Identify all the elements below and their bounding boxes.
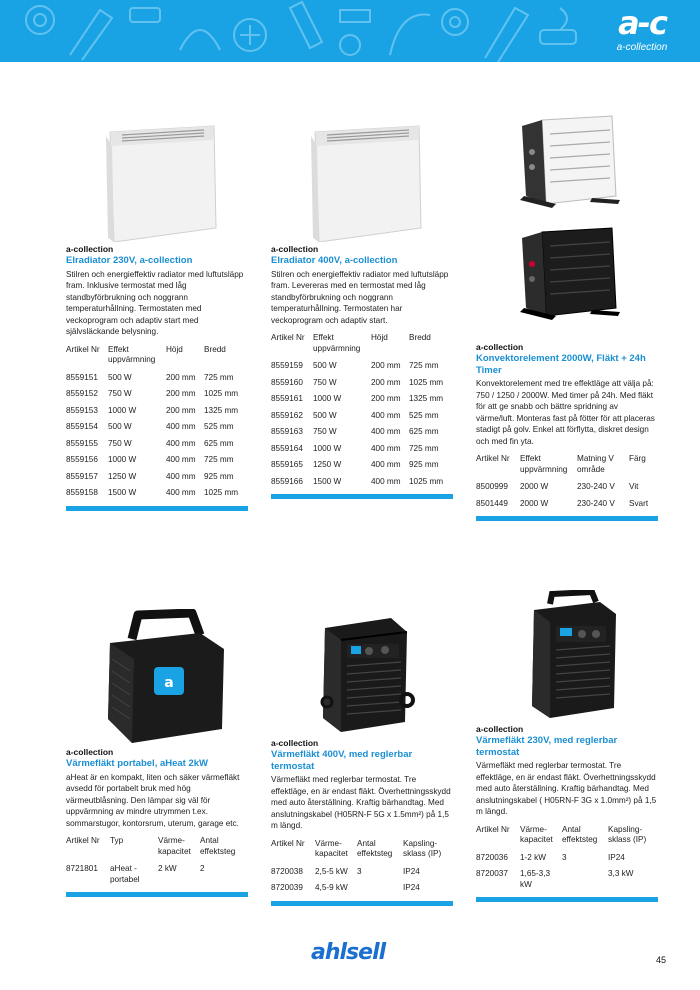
table-cell: 1500 W [313,476,342,486]
heater-400v-icon [307,602,417,736]
column-header: Artikel Nr [476,454,510,463]
table-cell: 500 W [313,361,337,370]
table-cell: 400 mm [166,438,196,448]
product-elradiator-230v [66,112,248,511]
table-cell: 2000 W [520,498,549,508]
table-cell: 400 mm [371,443,401,453]
product-varmeflakt-230v [476,588,658,902]
product-brand: a-collection [271,738,319,748]
heater-aheat-image [66,605,248,745]
panel-radiator-image [271,112,453,242]
table-cell: 8559152 [66,389,98,398]
product-brand: a-collection [271,244,319,254]
table-cell: 400 mm [371,410,401,420]
table-cell: 400 mm [166,455,196,464]
column-header: Antal effektsteg [562,824,598,844]
product-title: Värmefläkt portabel, aHeat 2kW [66,758,209,769]
table-cell: 1250 W [313,460,342,469]
table-cell: 1025 mm [204,488,239,497]
table-header-row [271,333,453,358]
product-title: Elradiator 400V, a-collection [271,255,398,266]
table-cell: 8559161 [271,394,303,403]
product-brand: a-collection [476,724,524,734]
table-cell: 8559162 [271,410,303,420]
column-header: Effekt uppvärmning [313,333,361,353]
section-divider-bar [271,901,453,906]
table-row [271,358,453,375]
panel-radiator-icon [92,118,222,242]
table-row [271,408,453,425]
table-cell: 8559163 [271,427,303,436]
product-description: aHeat är en kompakt, liten och säker värmefläkt avsedd för portabelt bruk med hög värmeutblåsning. Den lämpar sig väl för uppvärmning av mindre utrymmen t.ex. sommarstugor, kontorsrum, uterum, garage etc. [66,772,240,828]
a-collection-logo [602,4,682,58]
spec-table [271,333,453,490]
table-cell: 1025 mm [409,377,444,387]
table-cell: 725 mm [204,372,234,382]
heater-aheat-icon [82,609,232,745]
table-cell: 400 mm [166,488,196,497]
column-header: Färg [629,454,646,463]
product-title: Värmefläkt 400V, med reglerbar termostat [271,749,413,772]
table-cell: 8559155 [66,438,98,448]
table-cell: 3 [357,866,362,876]
logo-mark: a-c [618,4,666,42]
spec-table [271,839,453,897]
table-cell: 725 mm [204,455,234,464]
column-header: Antal effektsteg [357,838,393,858]
table-row [271,375,453,392]
table-cell: 925 mm [409,460,439,469]
heater-230v-icon [512,590,622,722]
table-cell: 200 mm [371,377,401,387]
table-cell: 200 mm [371,394,401,403]
product-varmeflakt-aheat [66,605,248,897]
table-cell: 1325 mm [409,394,444,403]
product-description: Konvektorelement med tre effektläge att välja på: 750 / 1250 / 2000W. Med timer på 24h. Med fläkt för att ge snabb och bättre spridning av värme/luft. Monteras fast på fötter för att placeras stadigt på golv. Enkel att förflytta, diskret design och med fin yta. [476,379,655,446]
table-cell: IP24 [608,852,625,862]
table-cell: 2,5-5 kW [315,866,348,876]
table-cell: 230-240 V [577,498,615,508]
table-cell: 8720039 [271,883,303,892]
table-cell: 8559157 [66,471,98,481]
product-description: Värmefläkt med reglerbar termostat. Tre effektläge, en är endast fläkt. Överhettningsskydd med auto återställning. Kraftig bärhandtag. Med anslutningskabel ( H05RN-F 3G x 1.0mm²) på 1,5 m längd. [476,761,657,816]
table-cell: 1000 W [313,394,342,403]
table-cell: 230-240 V [577,482,615,491]
table-cell: Vit [629,482,639,491]
table-cell: 8559166 [271,476,303,486]
panel-radiator-image [66,112,248,242]
table-row [271,391,453,408]
table-row [271,880,453,897]
table-header-row [271,839,453,864]
ahlsell-logo: ahlsell [311,940,386,965]
table-row [476,866,658,893]
table-row [476,496,658,513]
table-row [66,419,248,436]
column-header: Effekt uppvärmning [520,454,568,474]
table-cell: 2000 W [520,482,549,491]
table-cell: 3 [562,852,567,862]
table-row [66,370,248,387]
column-header: Artikel Nr [66,836,100,845]
heater-230v-image [476,588,658,722]
table-cell: 400 mm [166,422,196,431]
column-header: Artikel Nr [476,824,510,834]
svg-text:a: a [164,675,174,691]
table-header-row [66,836,248,861]
table-cell [562,866,608,893]
column-header: Artikel Nr [66,344,100,354]
spec-table [476,454,658,512]
tools-pattern-icon [0,0,700,62]
table-cell: 1500 W [108,488,137,497]
spec-table [476,825,658,894]
table-cell: 8720036 [476,852,508,862]
table-cell: 8559154 [66,422,98,431]
table-cell [357,880,403,897]
column-header: Kapsling-sklass (IP) [608,824,647,844]
panel-radiator-icon [297,118,427,242]
table-row [271,424,453,441]
section-divider-bar [476,897,658,902]
table-cell: 200 mm [371,361,401,370]
table-row [476,479,658,496]
table-cell: 8559156 [66,455,98,464]
table-row [271,474,453,491]
table-cell: 200 mm [166,405,196,415]
spec-table [66,345,248,502]
column-header: Artikel Nr [271,838,305,848]
table-cell: 625 mm [409,427,439,436]
table-cell: 8720037 [476,869,508,878]
column-header: Artikel Nr [271,333,305,342]
table-cell: 8559158 [66,488,98,497]
table-cell: 8559151 [66,372,98,382]
product-brand: a-collection [66,747,114,757]
product-elradiator-400v [271,112,453,499]
section-divider-bar [271,494,453,499]
table-cell: 8559153 [66,405,98,415]
table-cell: 8501449 [476,498,508,508]
table-cell: 925 mm [204,471,234,481]
table-cell: 400 mm [371,476,401,486]
section-divider-bar [66,892,248,897]
product-varmeflakt-400v [271,598,453,906]
table-cell: 3,3 kW [608,869,634,878]
table-cell: 2 [200,864,205,873]
table-cell: 725 mm [409,443,439,453]
product-konvektorelement [476,112,658,521]
table-cell: 750 W [313,427,337,436]
table-cell: 400 mm [371,427,401,436]
convector-white-icon [512,112,622,212]
table-cell: 8500999 [476,482,508,491]
column-header: Värme-kapacitet [315,838,348,858]
column-header: Värme-kapacitet [520,824,553,844]
product-title: Elradiator 230V, a-collection [66,255,193,266]
table-cell: 8720038 [271,866,303,876]
table-row [66,386,248,403]
table-row [476,850,658,867]
column-header: Höjd [371,333,388,342]
table-cell: 1250 W [108,471,137,481]
product-brand: a-collection [476,342,524,352]
product-title: Konvektorelement 2000W, Fläkt + 24h Timer [476,353,646,376]
table-header-row [476,454,658,479]
table-header-row [66,345,248,370]
table-cell: 8559159 [271,361,303,370]
table-cell: 525 mm [204,422,234,431]
table-cell: 625 mm [204,438,234,448]
table-row [271,441,453,458]
table-cell: 2 kW [158,864,177,873]
table-cell: 500 W [108,422,132,431]
column-header: Bredd [409,333,431,342]
header-banner [0,0,700,62]
spec-table [66,836,248,888]
table-cell: IP24 [403,883,420,892]
table-cell: 750 W [108,389,132,398]
table-cell: 500 W [313,410,337,420]
table-cell: 200 mm [166,389,196,398]
section-divider-bar [476,516,658,521]
table-row [66,452,248,469]
table-row [271,864,453,881]
convector-images [476,112,658,340]
table-cell: 8559160 [271,377,303,387]
column-header: Höjd [166,344,183,354]
table-cell: 1,65-3,3 kW [520,869,551,889]
table-cell: 750 W [108,438,132,448]
table-cell: 1025 mm [409,476,444,486]
table-cell: 1-2 kW [520,852,546,862]
table-cell: 500 W [108,372,132,382]
table-row [66,469,248,486]
table-cell: 8559164 [271,443,303,453]
table-cell: 750 W [313,377,337,387]
column-header: Kapsling-sklass (IP) [403,838,442,858]
table-row [66,485,248,502]
table-row [271,457,453,474]
product-title: Värmefläkt 230V, med reglerbar termostat [476,735,618,758]
heater-400v-image [271,598,453,736]
table-cell: 8721801 [66,864,98,873]
table-cell: 1025 mm [204,389,239,398]
column-header: Typ [110,836,124,845]
table-row [66,403,248,420]
product-brand: a-collection [66,244,114,254]
column-header: Antal effektsteg [200,836,236,856]
table-cell: 1000 W [108,455,137,464]
table-header-row [476,825,658,850]
section-divider-bar [66,506,248,511]
table-cell: 400 mm [371,460,401,469]
column-header: Effekt uppvärmning [108,344,156,364]
column-header: Matning V område [577,454,614,474]
table-cell: 8559165 [271,460,303,469]
table-cell: 1000 W [108,405,137,415]
column-header: Bredd [204,344,226,354]
table-cell: 1325 mm [204,405,239,415]
page-number: 45 [655,955,666,965]
table-cell: 525 mm [409,410,439,420]
table-cell: 725 mm [409,361,439,370]
product-description: Stilren och energieffektiv radiator med luftutsläpp fram. Levereras med en termostat med låg standbyförbrukning och noggrann temperaturhållning. Termostaten har veckoprogram och adaptiv start. [271,269,449,325]
table-cell: aHeat - portabel [110,864,140,884]
column-header: Värme-kapacitet [158,836,191,856]
table-cell: Svart [629,498,649,508]
table-cell: 400 mm [166,471,196,481]
table-cell: IP24 [403,866,420,876]
logo-text: a-collection [616,42,668,53]
table-cell: 4,5-9 kW [315,883,348,892]
product-description: Värmefläkt med reglerbar termostat. Tre effektläge, en är endast fläkt. Överhettningsskydd med auto återställning. Kraftig bärhandtag. Med anslutningskabel (H05RN-F 5G x 1.5mm²) på 1,5 m längd. [271,775,451,830]
convector-black-icon [512,224,622,324]
table-cell: 1000 W [313,443,342,453]
table-row [66,436,248,453]
product-description: Stilren och energieffektiv radiator med luftutsläpp fram. Inklusive termostat med låg standbyförbrukning och noggrann temperaturhållning. Termostaten med veckoprogram och adaptiv start med självsläckande belysning. [66,269,244,336]
table-cell: 200 mm [166,372,196,382]
table-row [66,861,248,888]
